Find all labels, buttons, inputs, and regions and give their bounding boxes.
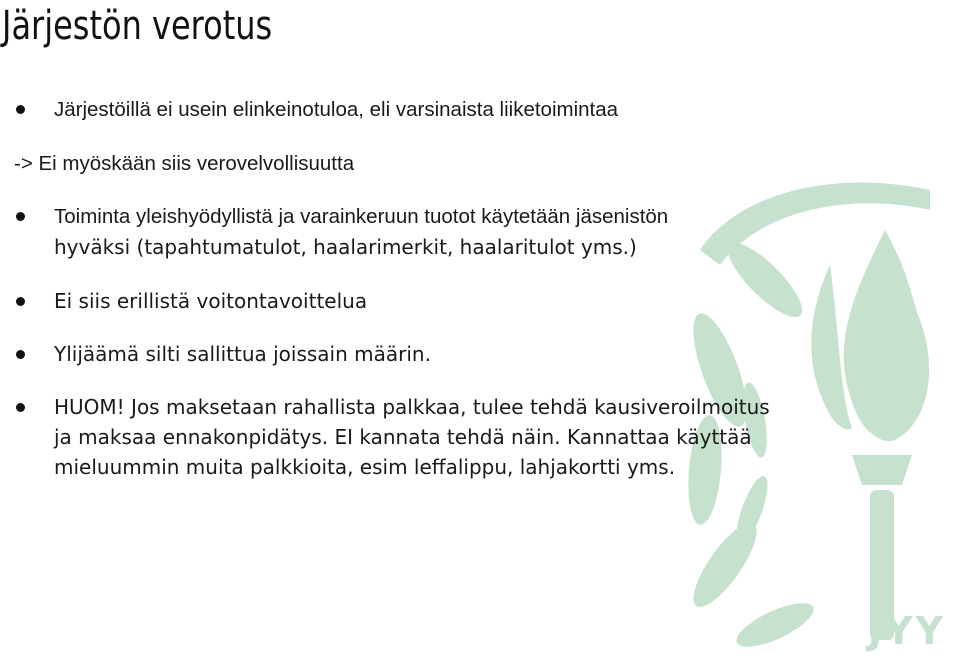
list-item	[54, 288, 367, 315]
item-text: HUOM! Jos maksetaan rahallista palkkaa, tulee tehdä kausiveroilmoitus	[54, 395, 770, 419]
item-text: Ei siis erillistä voitontavoittelua	[54, 289, 368, 313]
bullet-icon	[16, 105, 25, 114]
list-item-continuation	[54, 454, 675, 481]
item-text: Järjestöillä ei usein elinkeinotuloa, eli varsinaista liiketoimintaa	[54, 98, 619, 121]
item-text: ja maksaa ennakonpidätys. EI kannata tehdä näin. Kannattaa käyttää	[54, 425, 752, 449]
list-item	[54, 96, 618, 123]
bullet-icon	[16, 403, 25, 412]
item-text: Ylijäämä silti sallittua joissain määrin.	[54, 342, 431, 366]
slide-title: Järjestön verotus	[2, 3, 273, 49]
list-item	[54, 203, 668, 230]
list-item	[54, 341, 431, 368]
jyy-logo: JYY	[867, 609, 946, 653]
bullet-icon	[16, 212, 25, 221]
bullet-icon	[16, 297, 25, 306]
list-item-continuation	[54, 424, 752, 451]
item-text: hyväksi (tapahtumatulot, haalarimerkit, haalaritulot yms.)	[54, 235, 637, 259]
list-item	[54, 394, 770, 421]
bullet-icon	[16, 350, 25, 359]
item-text: mieluummin muita palkkioita, esim leffalippu, lahjakortti yms.	[54, 455, 676, 479]
item-text: -> Ei myöskään siis verovelvollisuutta	[14, 152, 355, 175]
list-item-continuation	[54, 234, 637, 261]
item-text: Toiminta yleishyödyllistä ja varainkeruun tuotot käytetään jäsenistön	[54, 205, 669, 228]
list-item	[14, 150, 354, 177]
